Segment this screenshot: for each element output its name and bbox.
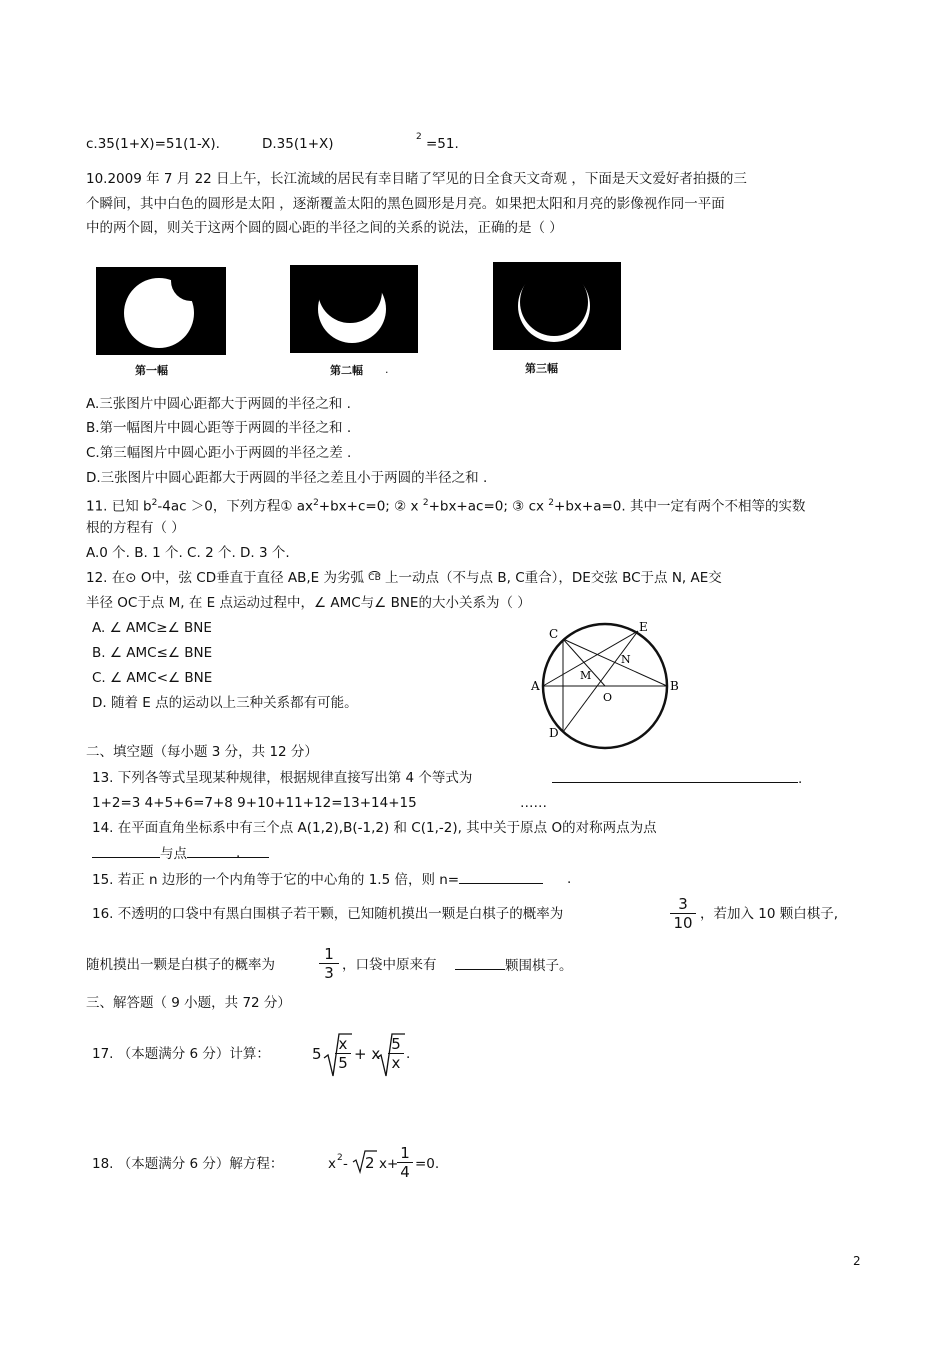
eclipse-caption-2-dot: . [385, 363, 389, 376]
q18-end: =0. [415, 1156, 440, 1172]
q11-options: A.0 个. B. 1 个. C. 2 个. D. 3 个. [86, 545, 290, 561]
q16-line1-end: ，若加入 10 颗白棋子, [700, 906, 839, 922]
label-c: C [549, 627, 559, 641]
q9-option-c: c.35(1+X)=51(1-X). [86, 136, 220, 152]
q16-line2-b: ，口袋中原来有 [342, 957, 437, 973]
section-3-heading: 三、解答题（ 9 小题，共 72 分） [86, 995, 291, 1011]
q10-option-d: D.三张图片中圆心距都大于两圆的半径之差且小于两圆的半径之和 . [86, 470, 488, 486]
q18-sup: 2 [337, 1153, 343, 1163]
q14-line2: 与点 [92, 844, 269, 863]
q16-line2-a: 随机摸出一颗是白棋子的概率为 [86, 957, 275, 973]
q10-option-a: A.三张图片中圆心距都大于两圆的半径之和 . [86, 396, 351, 412]
eclipse-image-1 [96, 267, 226, 355]
q11-line1: 11. 已知 $b^2-4ac >0$，下列方程① $ax^2+bx+c=0$; ② x $^2$+bx+ac=0; ③ cx $^2$+bx+a=0. 其中一定有两个不相等的实数 [86, 498, 806, 515]
q17-fraction-5-x: $\frac{5}{x}$ [388, 1035, 404, 1072]
q9-option-d-sup: 2 [416, 132, 422, 142]
q10-option-c: C.第三幅图片中圆心距小于两圆的半径之差 . [86, 445, 352, 461]
label-b: B [670, 679, 679, 693]
q18-label: 18. （本题满分 6 分）解方程： [92, 1156, 284, 1172]
section-2-heading: 二、填空题（每小题 3 分，共 12 分） [86, 744, 318, 760]
q17-plus-x: + x [354, 1045, 381, 1063]
label-o: O [603, 691, 613, 704]
circle-geometry-figure [525, 615, 690, 760]
q17-coef: 5 [312, 1045, 322, 1063]
eclipse-image-2 [290, 265, 418, 353]
q10-line3: 中的两个圆，则关于这两个圆的圆心距的半径之间的关系的说法，正确的是（ ） [86, 220, 563, 236]
eclipse-2-graphic [290, 265, 418, 353]
q16-line1: 16. 不透明的口袋中有黑白围棋子若干颗，已知随机摸出一颗是白棋子的概率为 [92, 906, 564, 922]
page-number: 2 [853, 1254, 861, 1268]
q12-option-a: A. ∠ AMC≥∠ BNE [92, 620, 212, 636]
q18-xplus: x+ [379, 1156, 399, 1172]
q15-text: 15. 若正 n 边形的一个内角等于它的中心角的 1.5 倍，则 n= [92, 870, 543, 889]
q10-option-b: B.第一幅图片中圆心距等于两圆的半径之和 . [86, 420, 352, 436]
q18-rad-2: 2 [365, 1154, 375, 1172]
q18-x: x [328, 1156, 336, 1172]
label-m: M [580, 669, 592, 682]
eclipse-1-graphic [96, 267, 226, 355]
q17-end: . [406, 1046, 411, 1062]
q13-ellipsis: …… [520, 795, 547, 811]
q13-line2: 1+2=3 4+5+6=7+8 9+10+11+12=13+14+15 [92, 795, 417, 811]
eclipse-caption-2: 第二幅 [330, 364, 363, 377]
q13-answer-blank: . [552, 769, 802, 788]
q12-option-b: B. ∠ AMC≤∠ BNE [92, 645, 213, 661]
q9-option-d: D.35(1+X) [262, 136, 334, 152]
q14-end-dot: . [236, 845, 241, 861]
q14-line1: 14. 在平面直角坐标系中有三个点 A(1,2),B(-1,2) 和 C(1,-2), 其中关于原点 O的对称两点为点 [92, 820, 657, 836]
q15-end-dot: . [567, 871, 572, 887]
q9-option-d-end: =51. [426, 136, 459, 152]
q10-line2: 个瞬间，其中白色的圆形是太阳 ，逐渐覆盖太阳的黑色圆形是月亮。如果把太阳和月亮的影像视作同一平面 [86, 196, 725, 212]
q11-line2: 根的方程有（ ） [86, 520, 185, 536]
arc-cb-label: CB [368, 573, 381, 583]
q13-line1: 13. 下列各等式呈现某种规律，根据规律直接写出第 4 个等式为 [92, 770, 473, 786]
q16-fraction-1-3: $\frac{1}{3}$ [319, 945, 339, 982]
eclipse-caption-1: 第一幅 [135, 364, 168, 377]
label-n: N [621, 653, 631, 666]
q12-line2: 半径 OC于点 M, 在 E 点运动过程中，∠ AMC与∠ BNE的大小关系为（ ） [86, 595, 531, 611]
label-a: A [531, 679, 540, 693]
q18-minus: - [343, 1156, 348, 1172]
q16-blank: 颗围棋子。 [455, 956, 573, 975]
q16-fraction-3-10: $\frac{3}{10}$ [670, 895, 696, 932]
q12-line1: 12. 在⊙ O中，弦 CD垂直于直径 AB,E 为劣弧 CB 上一动点（不与点 B, C重合），DE交弦 BC于点 N, AE交 [86, 570, 722, 586]
q10-line1: 10.2009 年 7 月 22 日上午，长江流域的居民有幸目睹了罕见的日全食天文奇观 ，下面是天文爱好者拍摄的三 [86, 171, 747, 187]
label-e: E [639, 620, 648, 634]
label-d: D [549, 726, 559, 740]
eclipse-3-graphic [493, 262, 621, 350]
q12-option-d: D. 随着 E 点的运动以上三种关系都有可能。 [92, 695, 358, 711]
eclipse-caption-3: 第三幅 [525, 362, 558, 375]
eclipse-image-3 [493, 262, 621, 350]
q12-option-c: C. ∠ AMC<∠ BNE [92, 670, 213, 686]
q17-fraction-x-5: $\frac{x}{5}$ [335, 1035, 351, 1072]
q17-label: 17. （本题满分 6 分）计算： [92, 1046, 270, 1062]
q18-fraction-1-4: $\frac{1}{4}$ [397, 1144, 413, 1181]
